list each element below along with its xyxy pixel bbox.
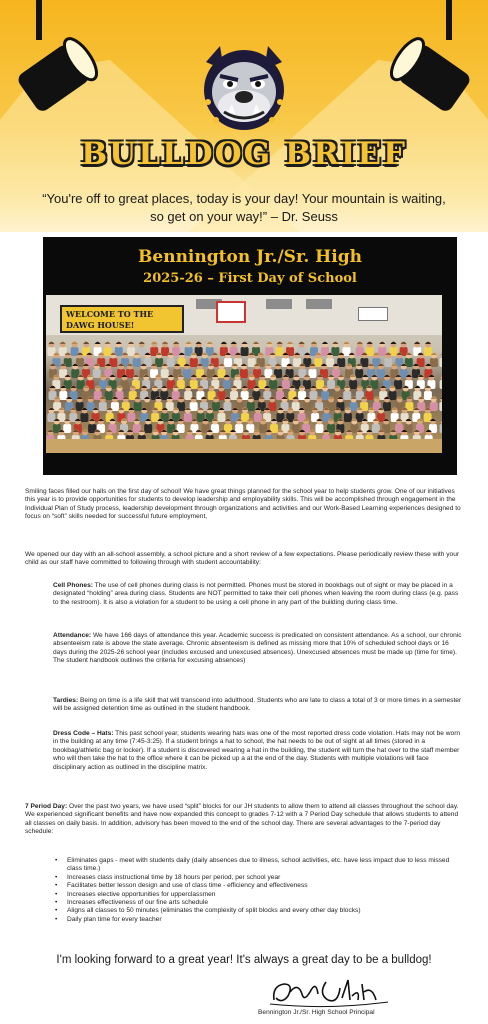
list-item: • Increases class instructional time by 18 hours per period, per school year — [53, 874, 463, 882]
student-hair — [196, 342, 202, 344]
expectation-label: Attendance: — [53, 632, 92, 639]
newsletter-title: BULLDOG BRIEF — [80, 136, 408, 172]
spotlight-left-icon — [6, 0, 106, 120]
student-figure — [190, 358, 198, 367]
student-hair — [254, 430, 260, 432]
student-hair — [242, 386, 248, 388]
student-hair — [401, 342, 407, 344]
wall-sign — [358, 307, 388, 321]
intro-paragraph: Smiling faces filled our halls on the first day of school! We have great things planned for the school year to help students grow. One of our initiatives this year is to provide opportunities for students to develop leadership and employability skills. This will be accomplished through engagement in the Individual Plan of Study process, leadership development through organizations and activities and our Work-Based Learning experiences designed to focus on “soft” skills needed for successful future employment, — [25, 488, 461, 521]
student-figure — [440, 380, 442, 389]
student-hair — [191, 375, 197, 377]
student-figure — [344, 413, 352, 422]
seven-period-day-paragraph — [25, 803, 465, 837]
student-crowd — [46, 335, 442, 453]
student-figure — [343, 391, 351, 400]
student-hair — [123, 397, 129, 399]
student-hair — [299, 342, 305, 344]
student-figure — [59, 391, 67, 400]
student-hair — [367, 342, 373, 344]
school-group-photo — [46, 295, 442, 453]
student-hair — [219, 364, 225, 366]
student-hair — [343, 342, 349, 344]
gym-floor — [46, 439, 442, 453]
student-figure — [183, 369, 191, 378]
student-hair — [253, 342, 259, 344]
student-hair — [48, 342, 54, 344]
student-hair — [414, 342, 420, 344]
student-hair — [191, 419, 197, 421]
student-hair — [77, 397, 83, 399]
student-hair — [425, 408, 431, 410]
expectation-label: Dress Code – Hats: — [53, 730, 114, 737]
student-figure — [161, 369, 169, 378]
student-hair — [72, 342, 78, 344]
student-hair — [60, 342, 66, 344]
student-hair — [271, 419, 277, 421]
student-hair — [168, 375, 174, 377]
list-item: • Facilitates better lesson design and use of class time - efficiency and effectiveness — [53, 882, 463, 890]
seuss-quote: “You're off to great places, today is your day! Your mountain is waiting, so get on your way!” – Dr. Seuss — [42, 191, 446, 224]
advantages-list — [53, 857, 463, 924]
assembly-paragraph: We opened our day with an all-school assembly, a school picture and a short review of a few expectations. Please periodically review these with your child as our staff have committed to following through with student accountability: — [25, 551, 460, 567]
student-figure — [383, 402, 391, 411]
student-hair — [116, 342, 122, 344]
period-day-text: Over the past two years, we have used “split” blocks for our JH students to allow them to attend all classes throughout the school day. We experienced significant benefits and have now expanded this concept to grades 7-12 with a 7 Period Day schedule that allows students to attend all classes on daily basis. In addition, advisory has been moved to the end of the school day. There are several advantages to the 7-period day schedule: — [25, 803, 459, 836]
student-hair — [425, 342, 431, 344]
signature-caption: Bennington Jr./Sr. High School Principal — [258, 1009, 375, 1016]
list-item: • Increases elective opportunities for upperclassmen — [53, 891, 463, 899]
student-figure — [439, 402, 442, 411]
student-hair — [379, 342, 385, 344]
student-figure — [327, 380, 335, 389]
student-hair — [322, 342, 328, 344]
principal-signature — [268, 974, 392, 1010]
student-hair — [351, 397, 357, 399]
student-hair — [105, 342, 111, 344]
student-hair — [287, 342, 293, 344]
student-hair — [309, 430, 315, 432]
student-figure — [63, 424, 71, 433]
student-figure — [384, 358, 392, 367]
welcome-banner: WELCOME TO THE DAWG HOUSE! — [60, 305, 184, 333]
student-hair — [151, 342, 157, 344]
student-figure — [144, 424, 152, 433]
student-figure — [184, 413, 192, 422]
student-figure — [269, 380, 277, 389]
student-figure — [223, 402, 231, 411]
student-figure — [440, 424, 442, 433]
student-figure — [282, 380, 290, 389]
student-figure — [190, 402, 198, 411]
student-hair — [374, 397, 380, 399]
student-hair — [332, 342, 338, 344]
student-figure — [314, 358, 322, 367]
student-hair — [82, 430, 88, 432]
list-item: • Daily plan time for every teacher — [53, 916, 463, 924]
student-hair — [357, 342, 363, 344]
student-head — [441, 375, 442, 381]
student-hair — [242, 342, 248, 344]
student-figure — [349, 380, 357, 389]
student-figure — [321, 391, 329, 400]
student-hair — [225, 419, 231, 421]
student-hair — [311, 342, 317, 344]
student-figure — [424, 391, 432, 400]
student-hair — [266, 342, 272, 344]
student-figure — [224, 358, 232, 367]
school-name: Bennington Jr./Sr. High — [138, 247, 362, 267]
student-figure — [430, 402, 438, 411]
student-figure — [378, 347, 386, 356]
list-item: • Aligns all classes to 50 minutes (eliminates the complexity of split blocks and every other day blocks) — [53, 907, 463, 915]
student-figure — [241, 347, 249, 356]
student-figure — [133, 358, 141, 367]
expectation-tardies — [53, 697, 463, 714]
photo-subtitle: 2025-26 – First Day of School — [143, 271, 357, 286]
list-item: • Eliminates gaps - meet with students daily (daily absences due to illness, school activities, etc. have less impact due to less missed class time.) — [53, 857, 463, 874]
student-hair — [207, 342, 213, 344]
student-figure — [247, 402, 255, 411]
student-figure — [104, 347, 112, 356]
student-figure — [235, 424, 243, 433]
gym-window — [266, 299, 292, 309]
student-figure — [127, 347, 135, 356]
student-figure — [439, 358, 442, 367]
student-hair — [139, 342, 145, 344]
student-figure — [80, 413, 88, 422]
gym-window — [306, 299, 332, 309]
expectation-label: Tardies: — [53, 697, 79, 704]
hero-banner — [0, 0, 488, 232]
student-figure — [217, 413, 225, 422]
student-hair — [83, 342, 89, 344]
student-hair — [310, 386, 316, 388]
spotlight-right-icon — [382, 0, 482, 120]
student-figure — [355, 369, 363, 378]
bulldog-logo-icon — [194, 42, 294, 134]
expectation-dress-code — [53, 730, 463, 772]
student-figure — [240, 369, 248, 378]
expectation-text: The use of cell phones during class is not permitted. Phones must be stored in bookbags out of sight or may be placed in a designated “holding” area during class. Students are NOT permitted to take their cell phones when leaving the room during class (e.g. pass to the restroom). It is also a violation for a student to be using a cell phone in any part of the building during class time. — [53, 582, 459, 606]
expectation-cell-phones — [53, 582, 463, 607]
first-day-photo-card — [43, 237, 457, 475]
expectation-label: Cell Phones: — [53, 582, 93, 589]
student-figure — [326, 358, 334, 367]
student-figure — [99, 402, 107, 411]
student-figure — [134, 402, 142, 411]
list-item: • Increases effectiveness of our fine arts schedule — [53, 899, 463, 907]
expectation-text: Being on time is a life skill that will transcend into adulthood. Students who are late to class a total of 3 or more times in a semester will be assigned detention time as outlined in the student handbook. — [53, 697, 462, 713]
student-figure — [315, 424, 323, 433]
student-hair — [173, 342, 179, 344]
student-hair — [95, 342, 101, 344]
student-head — [440, 353, 442, 359]
closing-message: I'm looking forward to a great year! It's always a great day to be a bulldog! — [56, 954, 432, 966]
student-hair — [277, 342, 283, 344]
student-figure — [424, 347, 432, 356]
student-hair — [162, 342, 168, 344]
student-figure — [276, 347, 284, 356]
student-figure — [377, 369, 385, 378]
basketball-hoop-icon — [216, 301, 246, 323]
period-day-label: 7 Period Day: — [25, 803, 68, 810]
student-hair — [186, 342, 192, 344]
expectation-text: This past school year, students wearing hats was one of the most reported dress code violation. Hats may not be worn in the building at any time (7:45-3:25). If a student brings a hat to school, the hat needs to be out of sight at all times (stored in a bookbag/athletic bag or locker). If a student is discovered wearing a hat in the building, the student will turn the hat over to the staff member who will then take the hat to the office where it can be picked up a at the end of the day. Students with multiple violations will face disciplinary action as outlined in the discipline matrix. — [53, 730, 461, 771]
expectation-attendance — [53, 632, 463, 666]
student-head — [441, 419, 442, 425]
student-hair — [47, 430, 53, 432]
student-hair — [231, 342, 237, 344]
student-hair — [390, 342, 396, 344]
student-hair — [128, 342, 134, 344]
student-figure — [167, 358, 175, 367]
student-figure — [105, 391, 113, 400]
student-hair — [221, 342, 227, 344]
student-figure — [93, 369, 101, 378]
expectation-text: We have 166 days of attendance this year. Academic success is predicated on consistent attendance. As a school, our chronic absenteeism rate is above the state average. Chronic absenteeism is defined as missing more that 10% of scheduled school days or 16 days during the 2025-26 school year (includes excused and unexcused absences). Unexcused absences must be made up (time for time). The student handbook outlines the criteria for excusing absences) — [53, 632, 462, 665]
